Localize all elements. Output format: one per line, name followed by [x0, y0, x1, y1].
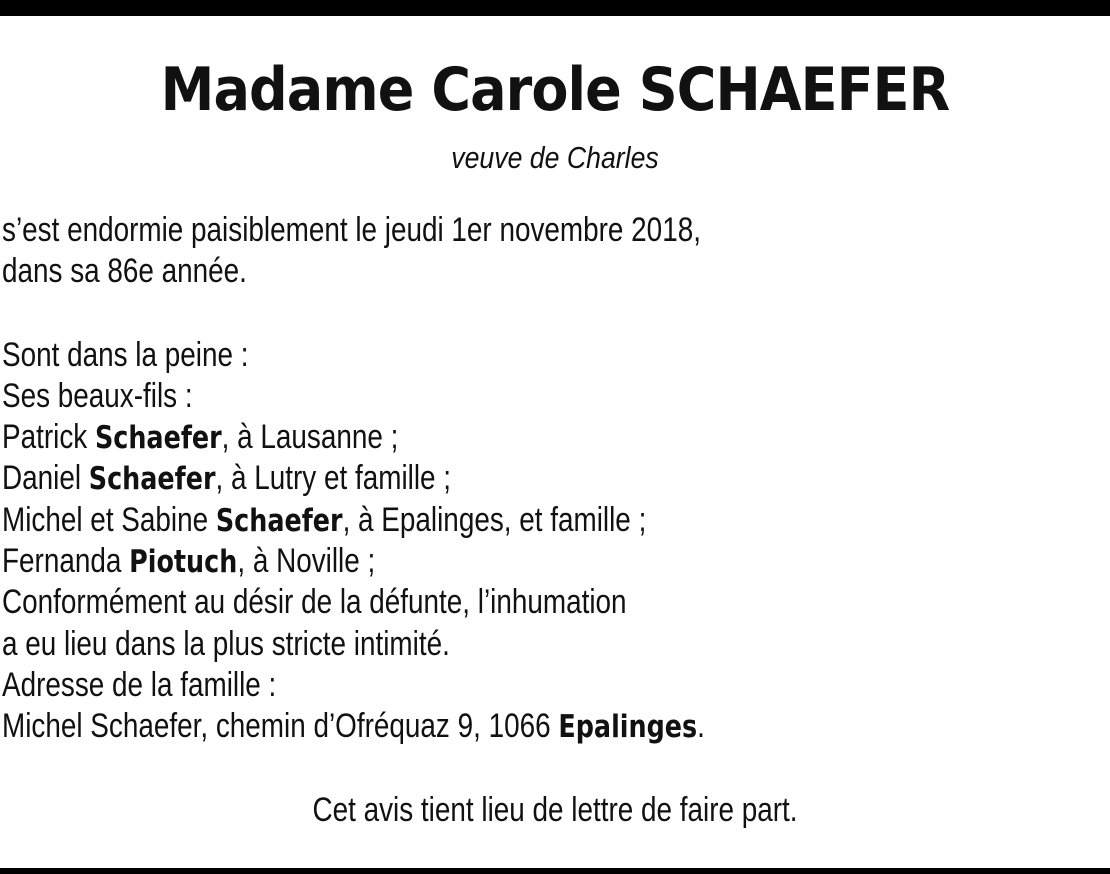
burial-line: a eu lieu dans la plus stricte intimité. [2, 624, 450, 663]
address-end: . [697, 707, 705, 746]
paragraph-gap [2, 293, 1068, 335]
top-rule [0, 0, 1110, 16]
mourner-first-name: Daniel [2, 459, 89, 498]
mourner-location: , à Noville ; [237, 542, 376, 581]
announcement-line: s’est endormie paisiblement le jeudi 1er novembre 2018, [2, 211, 701, 249]
mourner-last-name: Piotuch [129, 544, 238, 581]
notice-title: Madame Carole SCHAEFER [160, 55, 950, 125]
mourner-first-name: Michel et Sabine [2, 500, 216, 539]
mourner-first-name: Patrick [2, 418, 95, 457]
mourner-line [2, 458, 1068, 499]
mourner-line [2, 417, 1068, 458]
mourner-last-name: Schaefer [88, 461, 216, 498]
closing-note: Cet avis tient lieu de lettre de faire part. [312, 791, 798, 829]
stepsons-label: Ses beaux-fils : [2, 376, 193, 415]
mourner-first-name: Fernanda [2, 542, 130, 581]
burial-line: Conformément au désir de la défunte, l’inhumation [2, 583, 627, 622]
announcement-line: dans sa 86e année. [2, 252, 247, 291]
notice-body [2, 210, 1068, 748]
mourner-line [2, 541, 1068, 582]
address-city: Epalinges [558, 709, 698, 746]
notice-subtitle: veuve de Charles [451, 140, 659, 175]
mourner-location: , à Lausanne ; [221, 418, 399, 457]
family-address [2, 706, 1068, 747]
address-street: Michel Schaefer, chemin d’Ofréquaz 9, 1066 [2, 707, 559, 746]
mourner-last-name: Schaefer [215, 502, 343, 539]
mourners-intro: Sont dans la peine : [2, 335, 249, 374]
bottom-rule [0, 868, 1110, 874]
address-label: Adresse de la famille : [2, 665, 277, 704]
mourner-last-name: Schaefer [94, 420, 222, 457]
mourner-location: , à Lutry et famille ; [215, 459, 452, 498]
mourner-line [2, 500, 1068, 541]
mourner-location: , à Epalinges, et famille ; [342, 500, 647, 539]
